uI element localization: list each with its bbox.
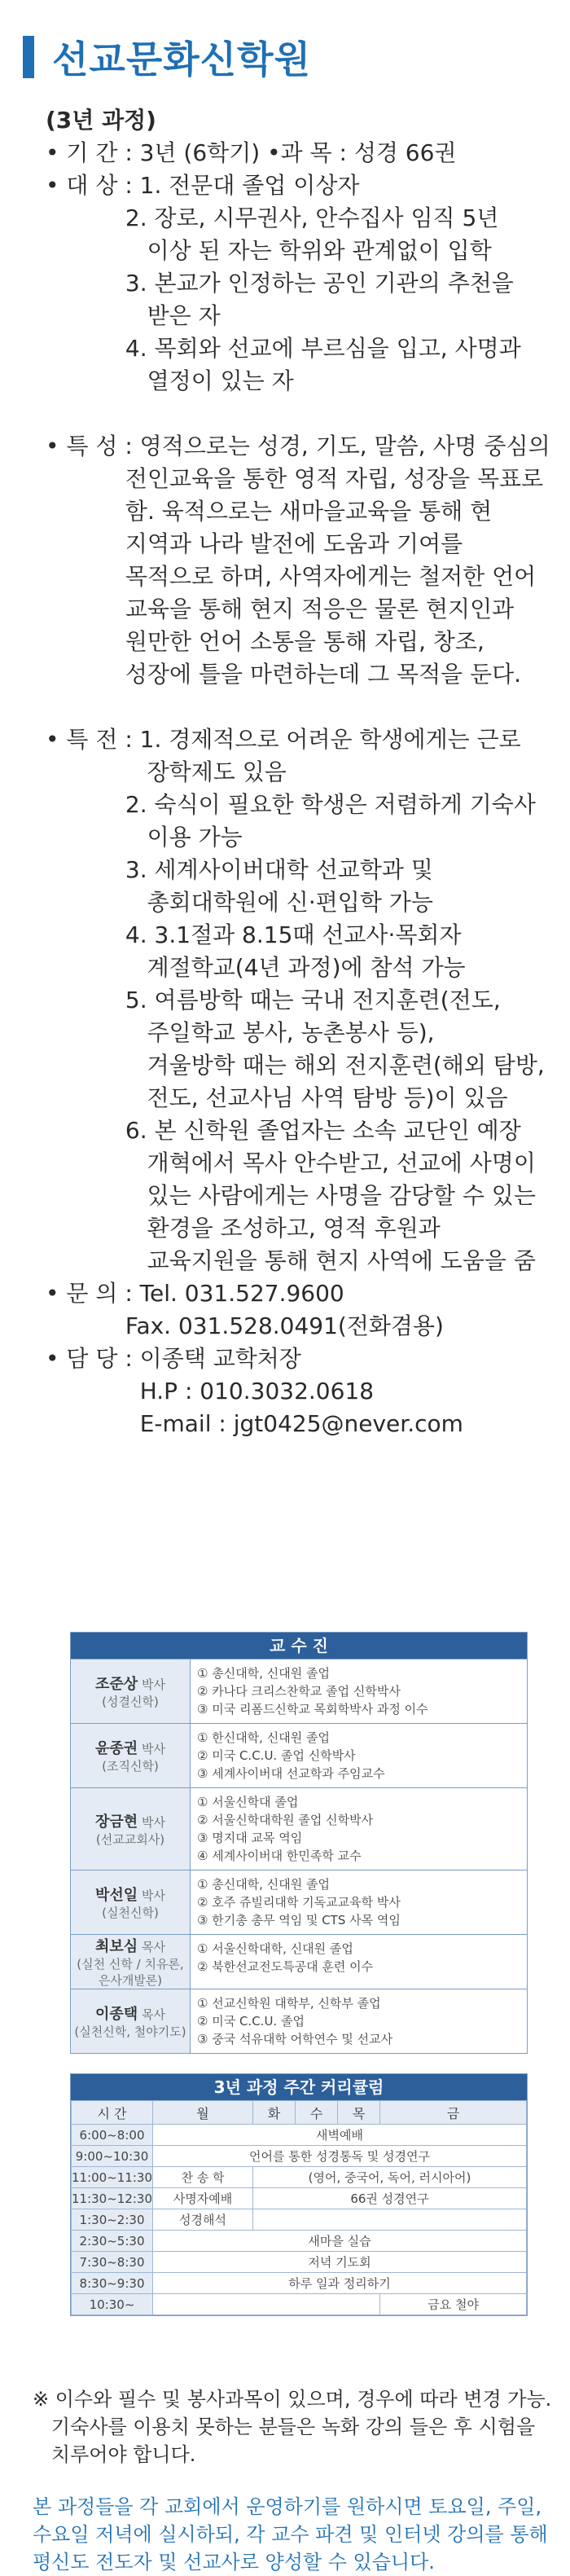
- faculty-career-item: ① 총신대학, 신대원 졸업: [197, 1666, 330, 1681]
- page-title: [23, 33, 311, 81]
- title-text: 선교문화신학원: [52, 37, 312, 81]
- text-line: 5. 여름방학 때는 국내 전지훈련(전도,: [46, 987, 501, 1013]
- schedule-content: 하루 일과 정리하기: [153, 2273, 527, 2294]
- faculty-info: [191, 1724, 527, 1787]
- text-line: 3. 세계사이버대학 선교학과 및: [46, 856, 433, 883]
- program-details: [46, 104, 550, 1440]
- text-line: 4. 3.1절과 8.15때 선교사·목회자: [46, 921, 462, 948]
- info-line: 수요일 저녁에 실시하되, 각 교수 파견 및 인터넷 강의를 통해: [33, 2523, 548, 2546]
- schedule-column-header: 시 간: [72, 2101, 153, 2125]
- schedule-time: 8:30~9:30: [72, 2273, 153, 2294]
- schedule-row: [72, 2252, 527, 2273]
- text-line: 이상 된 자는 학위와 관계없이 입학: [46, 237, 492, 264]
- faculty-career-item: ③ 한기총 총무 역임 및 CTS 사목 역임: [197, 1913, 401, 1928]
- faculty-name-cell: [71, 1659, 191, 1723]
- title-bar: [23, 36, 34, 78]
- faculty-title: 박사: [138, 1815, 165, 1830]
- faculty-row: [71, 1723, 527, 1787]
- schedule-time: 7:30~8:30: [72, 2252, 153, 2273]
- schedule-table: [70, 2073, 528, 2316]
- text-line: 열정이 있는 자: [46, 367, 294, 394]
- schedule-column-header: 월: [153, 2101, 253, 2125]
- footnote: [33, 2385, 552, 2468]
- schedule-row: [72, 2209, 527, 2231]
- schedule-time: 1:30~2:30: [72, 2209, 153, 2231]
- text-line: 성장에 틀을 마련하는데 그 목적을 둔다.: [46, 661, 522, 688]
- text-line: 교육지원을 통해 현지 사역에 도움을 줌: [46, 1247, 536, 1274]
- schedule-monday: 성경해석: [153, 2209, 253, 2231]
- faculty-name: 윤종권: [95, 1740, 138, 1757]
- faculty-career-item: ③ 미국 리폼드신학교 목회학박사 과정 이수: [197, 1702, 428, 1717]
- faculty-field: (조직신학): [102, 1759, 159, 1774]
- faculty-career-item: ① 선교신학원 대학부, 신학부 졸업: [197, 1996, 381, 2011]
- text-line: • 특 성 : 영적으로는 성경, 기도, 말씀, 사명 중심의: [46, 433, 550, 459]
- info-line: 본 과정들을 각 교회에서 운영하기를 원하시면 토요일, 주일,: [33, 2495, 542, 2518]
- faculty-career-item: ② 미국 C.C.U. 졸업 신학박사: [197, 1748, 356, 1763]
- faculty-name: 최보심: [95, 1938, 138, 1955]
- note-line: ※ 이수와 필수 및 봉사과목이 있으며, 경우에 따라 변경 가능.: [33, 2388, 552, 2411]
- faculty-table: [70, 1632, 528, 2054]
- schedule-column-header: 화: [252, 2101, 295, 2125]
- faculty-field: (실천 신학 / 치유론, 은사개발론): [77, 1957, 184, 1988]
- text-line: 개혁에서 목사 안수받고, 선교에 사명이: [46, 1150, 536, 1176]
- text-line: 지역과 나라 발전에 도움과 기여를: [46, 530, 463, 557]
- faculty-name-cell: [71, 1724, 191, 1787]
- faculty-header: 교 수 진: [71, 1633, 527, 1659]
- faculty-career-item: ② 카나다 크리스찬학교 졸업 신학박사: [197, 1684, 401, 1699]
- text-line: [46, 691, 542, 723]
- text-line: • 대 상 : 1. 전문대 졸업 이상자: [46, 172, 360, 199]
- text-line: 6. 본 신학원 졸업자는 소속 교단인 예장: [46, 1117, 521, 1144]
- text-line: 전인교육을 통한 영적 자립, 성장을 목표로: [46, 465, 544, 492]
- faculty-career-item: ④ 세계사이버대 한민족학 교수: [197, 1848, 362, 1863]
- faculty-name-cell: [71, 1870, 191, 1934]
- schedule-row: [72, 2146, 527, 2167]
- text-line: • 문 의 : Tel. 031.527.9600: [46, 1280, 344, 1307]
- faculty-career-item: ① 총신대학, 신대원 졸업: [197, 1877, 330, 1892]
- schedule-content: 새마을 실습: [153, 2231, 527, 2252]
- text-line: 장학제도 있음: [46, 758, 287, 785]
- text-line: 2. 숙식이 필요한 학생은 저렴하게 기숙사: [46, 791, 536, 818]
- faculty-career-item: ① 한신대학, 신대원 졸업: [197, 1730, 330, 1745]
- schedule-row: [72, 2294, 527, 2315]
- text-line: 목적으로 하며, 사역자에게는 철저한 언어: [46, 563, 537, 590]
- schedule-row: [72, 2231, 527, 2252]
- text-line: 함. 육적으로는 새마을교육을 통해 현: [46, 498, 493, 525]
- text-line: 겨울방학 때는 해외 전지훈련(해외 탐방,: [46, 1052, 545, 1079]
- faculty-title: 목사: [138, 2007, 165, 2022]
- faculty-career-item: ① 서울신학대 졸업: [197, 1795, 299, 1809]
- faculty-info: [191, 1870, 527, 1934]
- text-line: H.P : 010.3032.0618: [46, 1378, 375, 1404]
- text-line: 총회대학원에 신·편입학 가능: [46, 889, 433, 916]
- schedule-monday: 사명자예배: [153, 2188, 253, 2209]
- faculty-name: 조준상: [95, 1676, 138, 1693]
- schedule-row: [72, 2167, 527, 2188]
- faculty-name-cell: [71, 1935, 191, 1989]
- text-line: E-mail : jgt0425@never.com: [46, 1410, 463, 1437]
- faculty-name: 장금현: [95, 1813, 138, 1831]
- faculty-title: 박사: [138, 1742, 165, 1756]
- faculty-career-item: ② 북한선교전도특공대 훈련 이수: [197, 1959, 374, 1974]
- schedule-column-header: 목: [338, 2101, 380, 2125]
- schedule-column-header: 수: [296, 2101, 338, 2125]
- faculty-row: [71, 1659, 527, 1723]
- info-text: [33, 2493, 546, 2576]
- text-line: 전도, 선교사님 사역 탐방 등)이 있음: [46, 1084, 508, 1111]
- faculty-career-item: ③ 세계사이버대 선교학과 주임교수: [197, 1766, 385, 1781]
- schedule-content: 저녁 기도회: [153, 2252, 527, 2273]
- faculty-name-cell: [71, 1989, 191, 2053]
- text-line: 있는 사람에게는 사명을 감당할 수 있는: [46, 1182, 536, 1209]
- text-line: [46, 398, 542, 430]
- faculty-info: [191, 1935, 527, 1989]
- note-line: 기숙사를 이용치 못하는 분들은 녹화 강의 들은 후 시험을: [33, 2416, 536, 2438]
- schedule-time: 9:00~10:30: [72, 2146, 153, 2167]
- text-line: 환경을 조성하고, 영적 후원과: [46, 1215, 441, 1242]
- info-line: 평신도 전도자 및 선교사로 양성할 수 있습니다.: [33, 2551, 435, 2574]
- schedule-content: 언어를 통한 성경통독 및 성경연구: [153, 2146, 527, 2167]
- faculty-name: 박선일: [95, 1887, 138, 1904]
- faculty-career-item: ③ 명지대 교목 역임: [197, 1831, 303, 1845]
- schedule-row: [72, 2125, 527, 2146]
- faculty-career-item: ② 호주 쥬빌리대학 기독교교육학 박사: [197, 1895, 401, 1910]
- schedule-time: 11:30~12:30: [72, 2188, 153, 2209]
- text-line: 주일학교 봉사, 농촌봉사 등),: [46, 1019, 435, 1046]
- faculty-name: 이종택: [95, 2006, 138, 2023]
- faculty-career-item: ② 미국 C.C.U. 졸업: [197, 2014, 305, 2029]
- schedule-time: 10:30~: [72, 2294, 153, 2315]
- faculty-title: 박사: [138, 1677, 165, 1692]
- schedule-column-header: 금: [380, 2101, 527, 2125]
- faculty-info: [191, 1659, 527, 1723]
- faculty-field: (선교교회사): [95, 1832, 165, 1847]
- text-line: 교육을 통해 현지 적응은 물론 현지인과: [46, 596, 515, 622]
- schedule-time: 2:30~5:30: [72, 2231, 153, 2252]
- note-line: 치루어야 합니다.: [33, 2443, 196, 2466]
- text-line: Fax. 031.528.0491(전화겸용): [46, 1312, 444, 1339]
- faculty-title: 목사: [138, 1940, 165, 1954]
- faculty-field: (실천신학, 철야기도): [74, 2024, 186, 2039]
- text-line: (3년 과정): [46, 107, 156, 134]
- schedule-content: [252, 2209, 526, 2231]
- faculty-row: [71, 1870, 527, 1934]
- schedule-friday: 금요 철야: [380, 2294, 527, 2315]
- schedule-monday: 찬 송 학: [153, 2167, 253, 2188]
- text-line: • 기 간 : 3년 (6학기) •과 목 : 성경 66권: [46, 139, 457, 166]
- faculty-field: (실천신학): [102, 1906, 159, 1920]
- text-line: 계절학교(4년 과정)에 참석 가능: [46, 954, 466, 981]
- schedule-header: 3년 과정 주간 커리큘럼: [71, 2074, 527, 2100]
- schedule-content: 66권 성경연구: [252, 2188, 526, 2209]
- text-line: 2. 장로, 시무권사, 안수집사 임직 5년: [46, 204, 499, 231]
- faculty-title: 박사: [138, 1888, 165, 1903]
- faculty-career-item: ② 서울신학대학원 졸업 신학박사: [197, 1813, 374, 1827]
- schedule-content: (영어, 중국어, 독어, 러시아어): [252, 2167, 526, 2188]
- text-line: • 담 당 : 이종택 교학처장: [46, 1345, 301, 1372]
- text-line: 3. 본교가 인정하는 공인 기관의 추천을: [46, 270, 514, 297]
- schedule-row: [72, 2273, 527, 2294]
- faculty-field: (성결신학): [102, 1695, 159, 1709]
- faculty-career-item: ① 서울신학대학, 신대원 졸업: [197, 1941, 353, 1956]
- text-line: 4. 목회와 선교에 부르심을 입고, 사명과: [46, 335, 521, 362]
- schedule-content: [153, 2294, 380, 2315]
- faculty-info: [191, 1788, 527, 1870]
- schedule-content: 새벽예배: [153, 2125, 527, 2146]
- text-line: • 특 전 : 1. 경제적으로 어려운 학생에게는 근로: [46, 726, 521, 753]
- faculty-row: [71, 1934, 527, 1989]
- faculty-name-cell: [71, 1788, 191, 1870]
- faculty-career-item: ③ 중국 석유대학 어학연수 및 선교사: [197, 2032, 393, 2046]
- schedule-time: 11:00~11:30: [72, 2167, 153, 2188]
- faculty-row: [71, 1989, 527, 2053]
- faculty-row: [71, 1787, 527, 1870]
- schedule-row: [72, 2188, 527, 2209]
- text-line: 받은 자: [46, 302, 221, 329]
- text-line: 이용 가능: [46, 824, 243, 851]
- text-line: 원만한 언어 소통을 통해 자립, 창조,: [46, 628, 484, 655]
- schedule-time: 6:00~8:00: [72, 2125, 153, 2146]
- faculty-info: [191, 1989, 527, 2053]
